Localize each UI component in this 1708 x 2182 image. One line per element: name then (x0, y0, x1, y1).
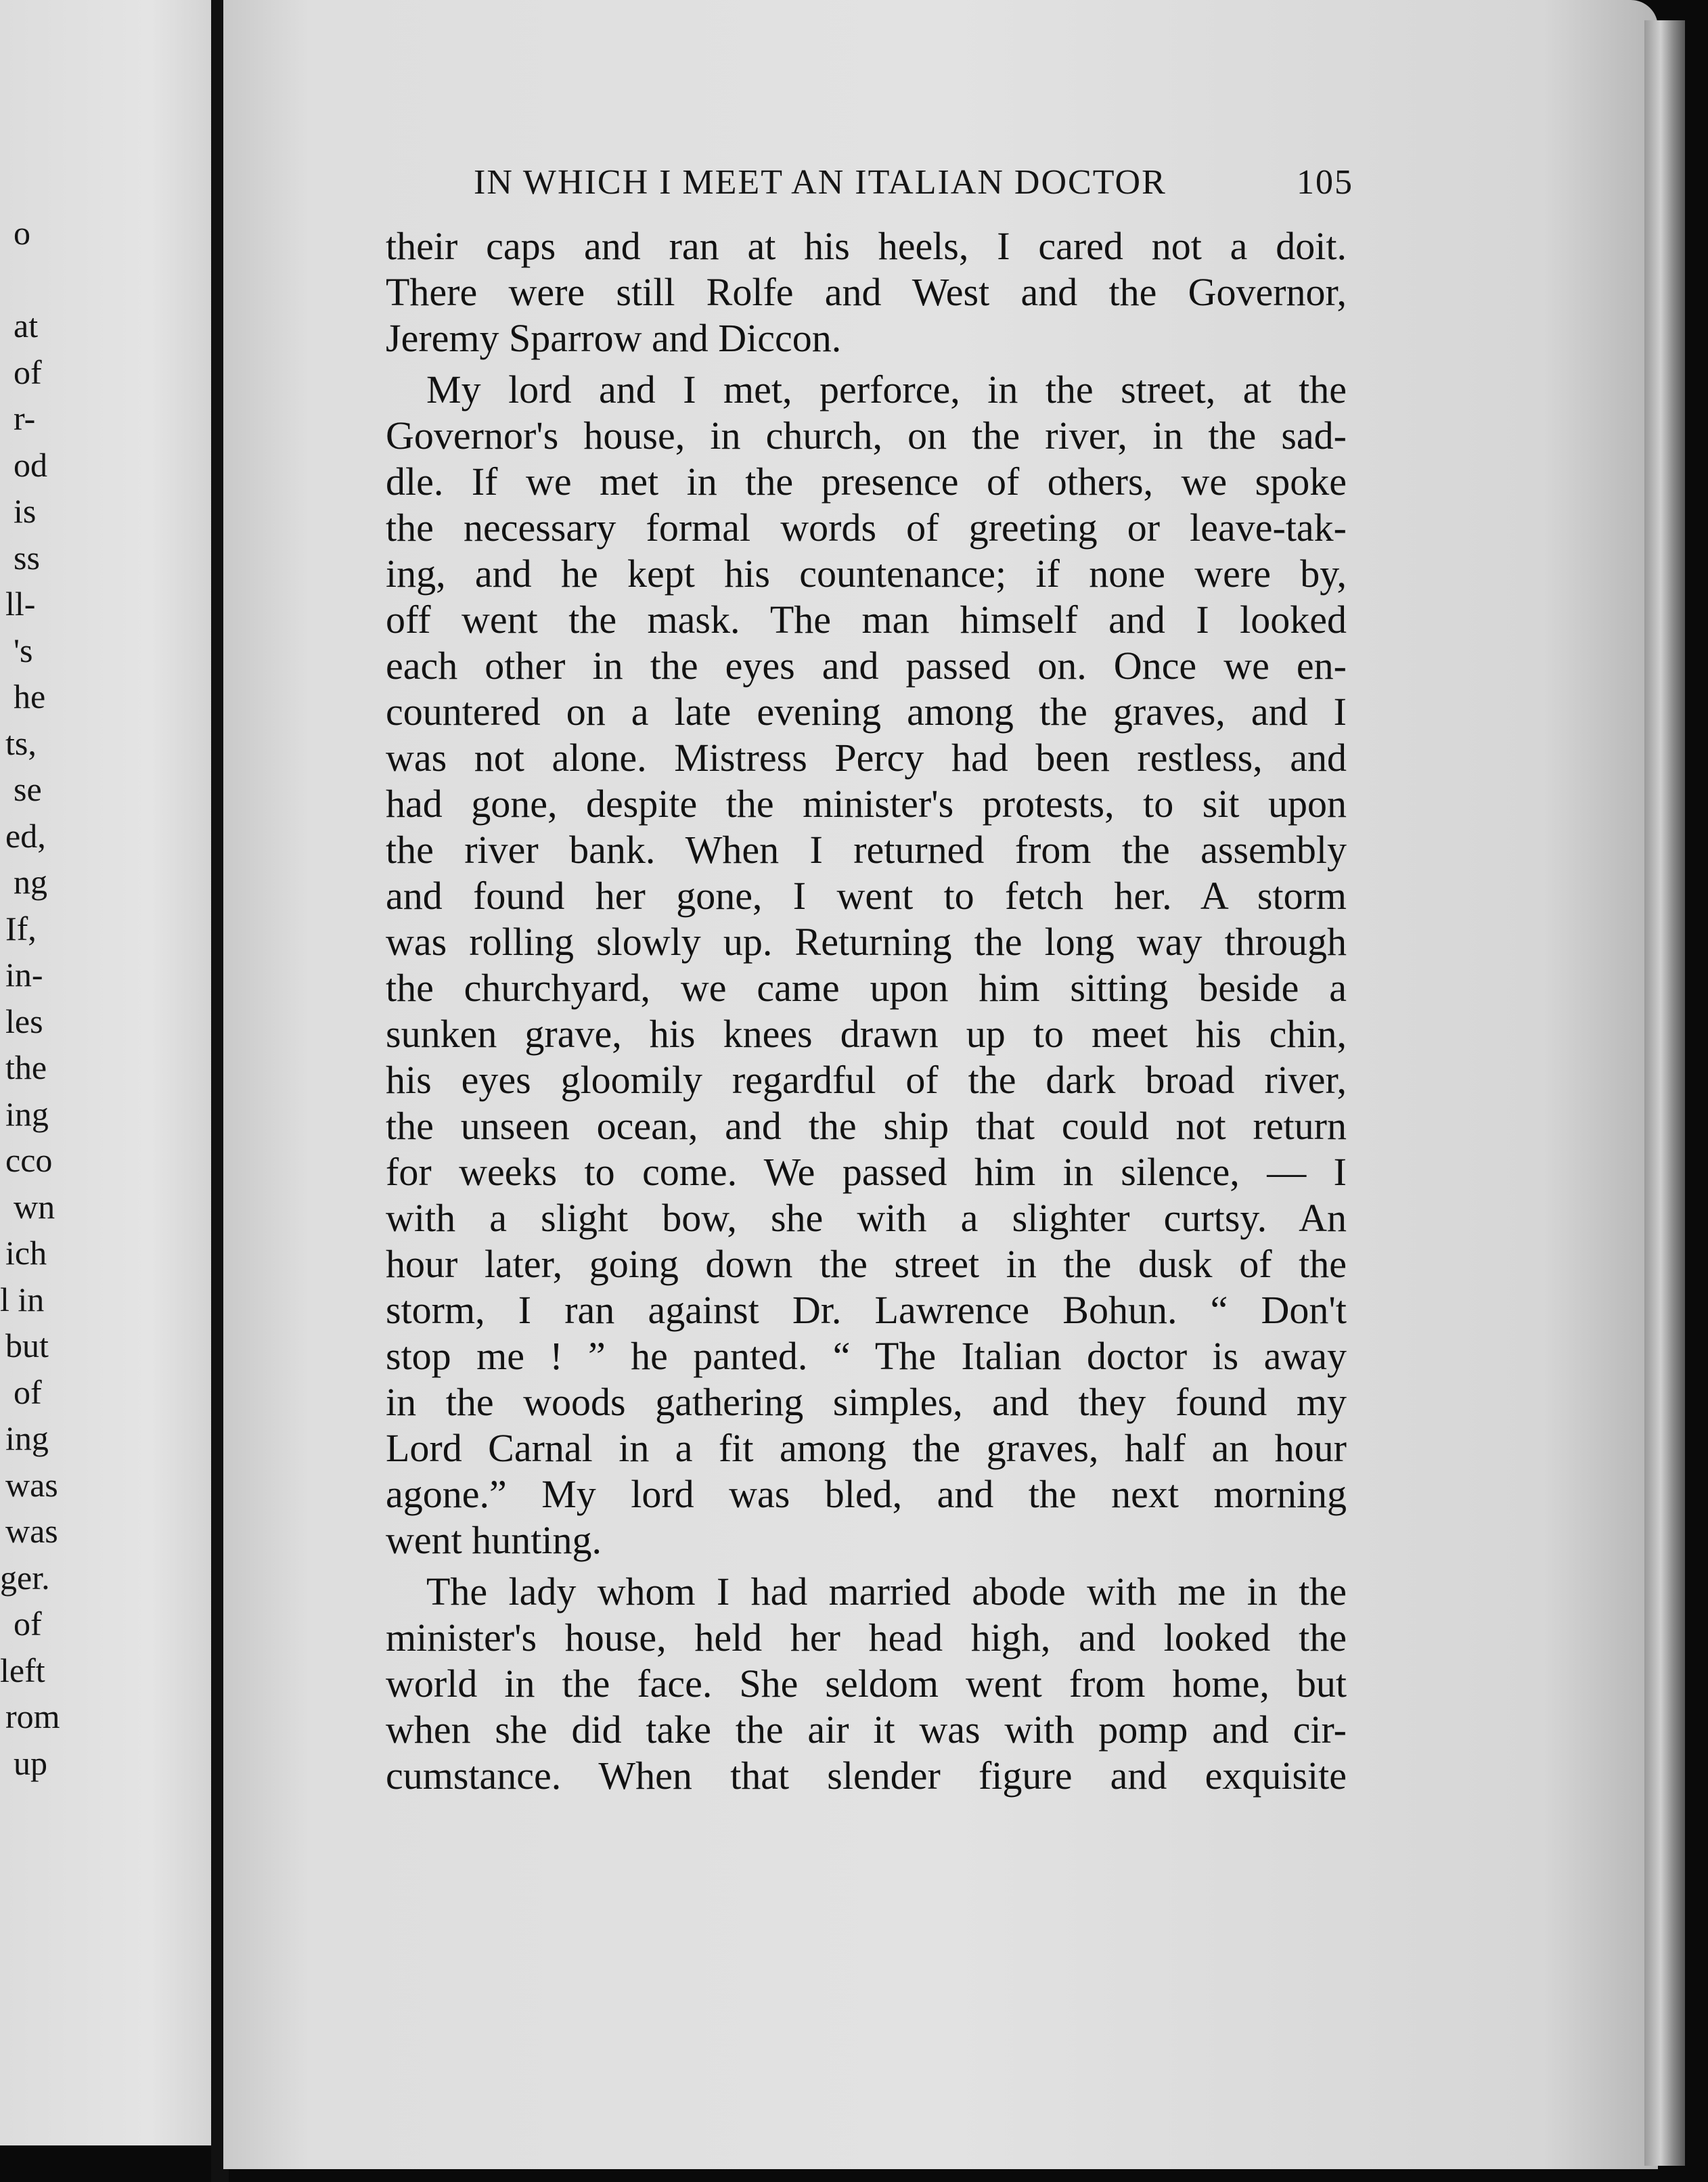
text-line: Jeremy Sparrow and Diccon. (386, 316, 842, 360)
left-page-fragment-line: cco (5, 1141, 53, 1179)
left-page-fragment-line: was (5, 1465, 58, 1504)
text-line: in the woods gathering simples, and they found my (386, 1380, 1347, 1424)
left-page-fragment-line (14, 257, 215, 303)
left-page-fragment-line: ger. (0, 1558, 50, 1597)
left-page-fragment-line: up (14, 1743, 47, 1782)
text-line: the churchyard, we came upon him sitting beside a (386, 966, 1347, 1010)
text-line: countered on a late evening among the graves, and I (386, 690, 1347, 734)
running-head-title: IN WHICH I MEET AN ITALIAN DOCTOR (474, 163, 1167, 202)
text-line: the river bank. When I returned from the assembly (386, 828, 1347, 872)
text-line: The lady whom I had married abode with me in the (426, 1569, 1347, 1613)
left-page-fragment (0, 0, 215, 2145)
text-line: was rolling slowly up. Returning the long way through (386, 920, 1347, 964)
paragraph-gap (386, 361, 1347, 367)
text-line: for weeks to come. We passed him in silence, — I (386, 1150, 1347, 1194)
left-page-fragment-line: the (5, 1048, 47, 1086)
text-line: Lord Carnal in a fit among the graves, half an hour (386, 1426, 1347, 1470)
left-page-fragment-line: ed, (5, 816, 46, 855)
text-line: stop me ! ” he panted. “ The Italian doctor is away (386, 1334, 1347, 1378)
text-line: when she did take the air it was with pomp and cir- (386, 1708, 1347, 1752)
text-line: There were still Rolfe and West and the Governor, (386, 270, 1347, 314)
left-page-fragment-line: of (14, 353, 42, 391)
left-page-fragment-line: l in (0, 1280, 45, 1318)
text-line: cumstance. When that slender figure and exquisite (386, 1754, 1347, 1798)
left-page-fragment-line: in- (5, 956, 43, 994)
paragraph-gap (386, 1563, 1347, 1569)
text-line: Governor's house, in church, on the river, in the sad- (386, 414, 1347, 458)
body-text (386, 223, 1347, 1799)
left-page-fragment-line: wn (14, 1187, 55, 1226)
left-page-fragment-line: ng (14, 863, 47, 901)
text-line: world in the face. She seldom went from home, but (386, 1662, 1347, 1706)
left-page-fragment-line: o (14, 214, 30, 252)
left-page-fragment-line: of (14, 1373, 42, 1411)
page-edge (1644, 20, 1685, 2166)
paragraph (386, 367, 1347, 1563)
text-line: the unseen ocean, and the ship that could not return (386, 1104, 1347, 1148)
left-page-fragment-line: se (14, 770, 42, 808)
text-line: their caps and ran at his heels, I cared not a doit. (386, 224, 1347, 268)
left-page-fragment-line: of (14, 1605, 42, 1643)
text-line: sunken grave, his knees drawn up to meet his chin, (386, 1012, 1347, 1056)
text-line: had gone, despite the minister's protests, to sit upon (386, 782, 1347, 826)
left-page-fragment-line: is (14, 492, 37, 530)
text-line: his eyes gloomily regardful of the dark broad river, (386, 1058, 1347, 1102)
left-page-fragment-line: at (14, 307, 39, 344)
paragraph (386, 223, 1347, 361)
left-page-fragment-line: but (5, 1327, 49, 1364)
left-page-fragment-line: r- (14, 399, 36, 437)
text-line: went hunting. (386, 1518, 602, 1562)
text-line: minister's house, held her head high, and looked the (386, 1616, 1347, 1660)
left-page-fragment-line: ss (14, 538, 40, 577)
left-page-fragment-line: he (14, 677, 46, 715)
text-line: off went the mask. The man himself and I looked (386, 598, 1347, 642)
left-page-fragment-line: rom (5, 1697, 60, 1735)
left-page-fragment-line: left (0, 1651, 45, 1689)
left-page-fragment-line: ich (5, 1234, 47, 1272)
left-page-fragment-line: If, (5, 909, 37, 948)
left-page-fragment-line: 's (14, 631, 33, 669)
left-page-fragment-line: ing (5, 1419, 49, 1457)
paragraph (386, 1569, 1347, 1799)
text-line: was not alone. Mistress Percy had been restless, and (386, 736, 1347, 780)
left-page-fragment-line: ll- (5, 585, 36, 623)
text-line: ing, and he kept his countenance; if none were by, (386, 552, 1347, 596)
text-line: with a slight bow, she with a slighter curtsy. An (386, 1196, 1347, 1240)
text-line: and found her gone, I went to fetch her. A storm (386, 874, 1347, 918)
left-page-fragment-line: les (5, 1002, 43, 1040)
left-page-fragment-line: was (5, 1512, 58, 1550)
text-line: dle. If we met in the presence of others, we spoke (386, 460, 1347, 504)
running-head (474, 162, 1353, 202)
left-page-fragment-line: ing (5, 1094, 49, 1133)
page-number: 105 (1297, 163, 1353, 202)
text-line: My lord and I met, perforce, in the street, at the (426, 368, 1347, 411)
text-line: agone.” My lord was bled, and the next morning (386, 1472, 1347, 1516)
left-page-fragment-line: od (14, 445, 47, 484)
text-line: hour later, going down the street in the dusk of the (386, 1242, 1347, 1286)
text-line: the necessary formal words of greeting or leave-tak- (386, 506, 1347, 550)
left-page-fragment-line: ts, (5, 723, 37, 762)
text-line: storm, I ran against Dr. Lawrence Bohun. “ Don't (386, 1288, 1347, 1332)
text-line: each other in the eyes and passed on. Once we en- (386, 644, 1347, 688)
